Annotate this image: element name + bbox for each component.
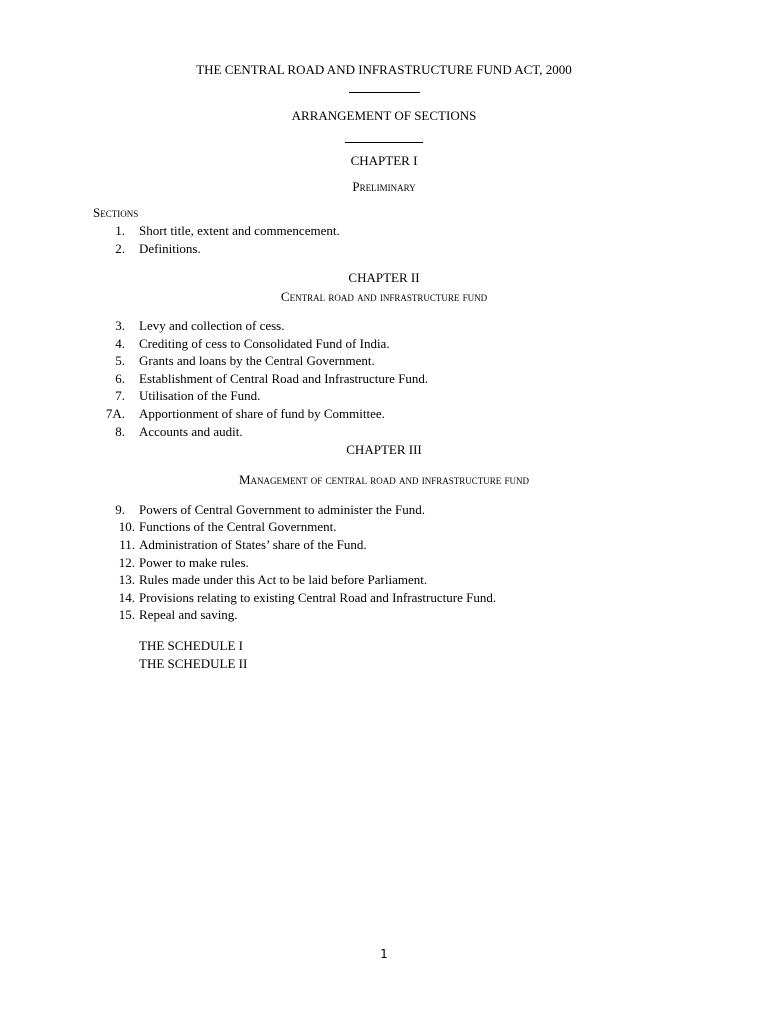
section-title: Levy and collection of cess. bbox=[139, 318, 285, 333]
list-item bbox=[0, 406, 768, 424]
section-number: 10. bbox=[118, 519, 135, 534]
section-number: 7. bbox=[115, 388, 125, 403]
title-rule bbox=[0, 92, 768, 93]
section-number: 1. bbox=[115, 223, 125, 238]
chapter-heading: CHAPTER III bbox=[346, 442, 422, 457]
section-number: 5. bbox=[115, 353, 125, 368]
section-title: Short title, extent and commencement. bbox=[139, 223, 340, 238]
list-item bbox=[0, 388, 768, 406]
list-item bbox=[0, 223, 768, 241]
section-number: 14. bbox=[118, 590, 135, 605]
schedule-entry: THE SCHEDULE II bbox=[139, 656, 248, 671]
section-title: Definitions. bbox=[139, 241, 201, 256]
chapter-subheading: Central road and infrastructure fund bbox=[280, 289, 488, 304]
chapter-subheading: Management of central road and infrastructure fund bbox=[238, 472, 530, 487]
section-number: 11. bbox=[119, 537, 135, 552]
section-number: 7A. bbox=[105, 406, 125, 421]
section-number: 12. bbox=[118, 555, 135, 570]
sections-label: Sections bbox=[93, 205, 139, 220]
list-item bbox=[0, 555, 768, 573]
arrangement-heading: ARRANGEMENT OF SECTIONS bbox=[291, 108, 477, 123]
subtitle-rule bbox=[0, 142, 768, 143]
section-title: Grants and loans by the Central Government. bbox=[139, 353, 375, 368]
section-number: 3. bbox=[115, 318, 125, 333]
list-item bbox=[0, 502, 768, 520]
section-number: 15. bbox=[118, 607, 135, 622]
section-title: Repeal and saving. bbox=[139, 607, 238, 622]
section-title: Accounts and audit. bbox=[139, 424, 243, 439]
section-title: Apportionment of share of fund by Committee. bbox=[139, 406, 385, 421]
section-title: Crediting of cess to Consolidated Fund of India. bbox=[139, 336, 390, 351]
section-number: 4. bbox=[115, 336, 125, 351]
list-item bbox=[0, 590, 768, 608]
chapter-subheading: Preliminary bbox=[352, 179, 416, 194]
list-item bbox=[0, 572, 768, 590]
list-item bbox=[0, 537, 768, 555]
section-number: 8. bbox=[115, 424, 125, 439]
section-title: Provisions relating to existing Central Road and Infrastructure Fund. bbox=[139, 590, 497, 605]
list-item bbox=[0, 318, 768, 336]
chapter-heading: CHAPTER II bbox=[348, 270, 420, 285]
list-item bbox=[0, 607, 768, 625]
list-item bbox=[0, 241, 768, 259]
section-number: 9. bbox=[115, 502, 125, 517]
schedule-entry: THE SCHEDULE I bbox=[139, 638, 243, 653]
section-title: Administration of States’ share of the Fund. bbox=[139, 537, 367, 552]
chapter-heading: CHAPTER I bbox=[350, 153, 418, 168]
section-title: Functions of the Central Government. bbox=[139, 519, 337, 534]
section-number: 13. bbox=[118, 572, 135, 587]
list-item bbox=[0, 353, 768, 371]
list-item bbox=[0, 371, 768, 389]
act-title: THE CENTRAL ROAD AND INFRASTRUCTURE FUND ACT, 2000 bbox=[196, 62, 572, 77]
page-number: 1 bbox=[380, 947, 388, 961]
section-title: Powers of Central Government to administer the Fund. bbox=[139, 502, 425, 517]
section-number: 6. bbox=[115, 371, 125, 386]
section-title: Utilisation of the Fund. bbox=[139, 388, 261, 403]
section-number: 2. bbox=[115, 241, 125, 256]
section-title: Rules made under this Act to be laid before Parliament. bbox=[139, 572, 428, 587]
list-item bbox=[0, 336, 768, 354]
list-item bbox=[0, 424, 768, 442]
list-item bbox=[0, 519, 768, 537]
section-title: Establishment of Central Road and Infrastructure Fund. bbox=[139, 371, 429, 386]
section-title: Power to make rules. bbox=[139, 555, 249, 570]
